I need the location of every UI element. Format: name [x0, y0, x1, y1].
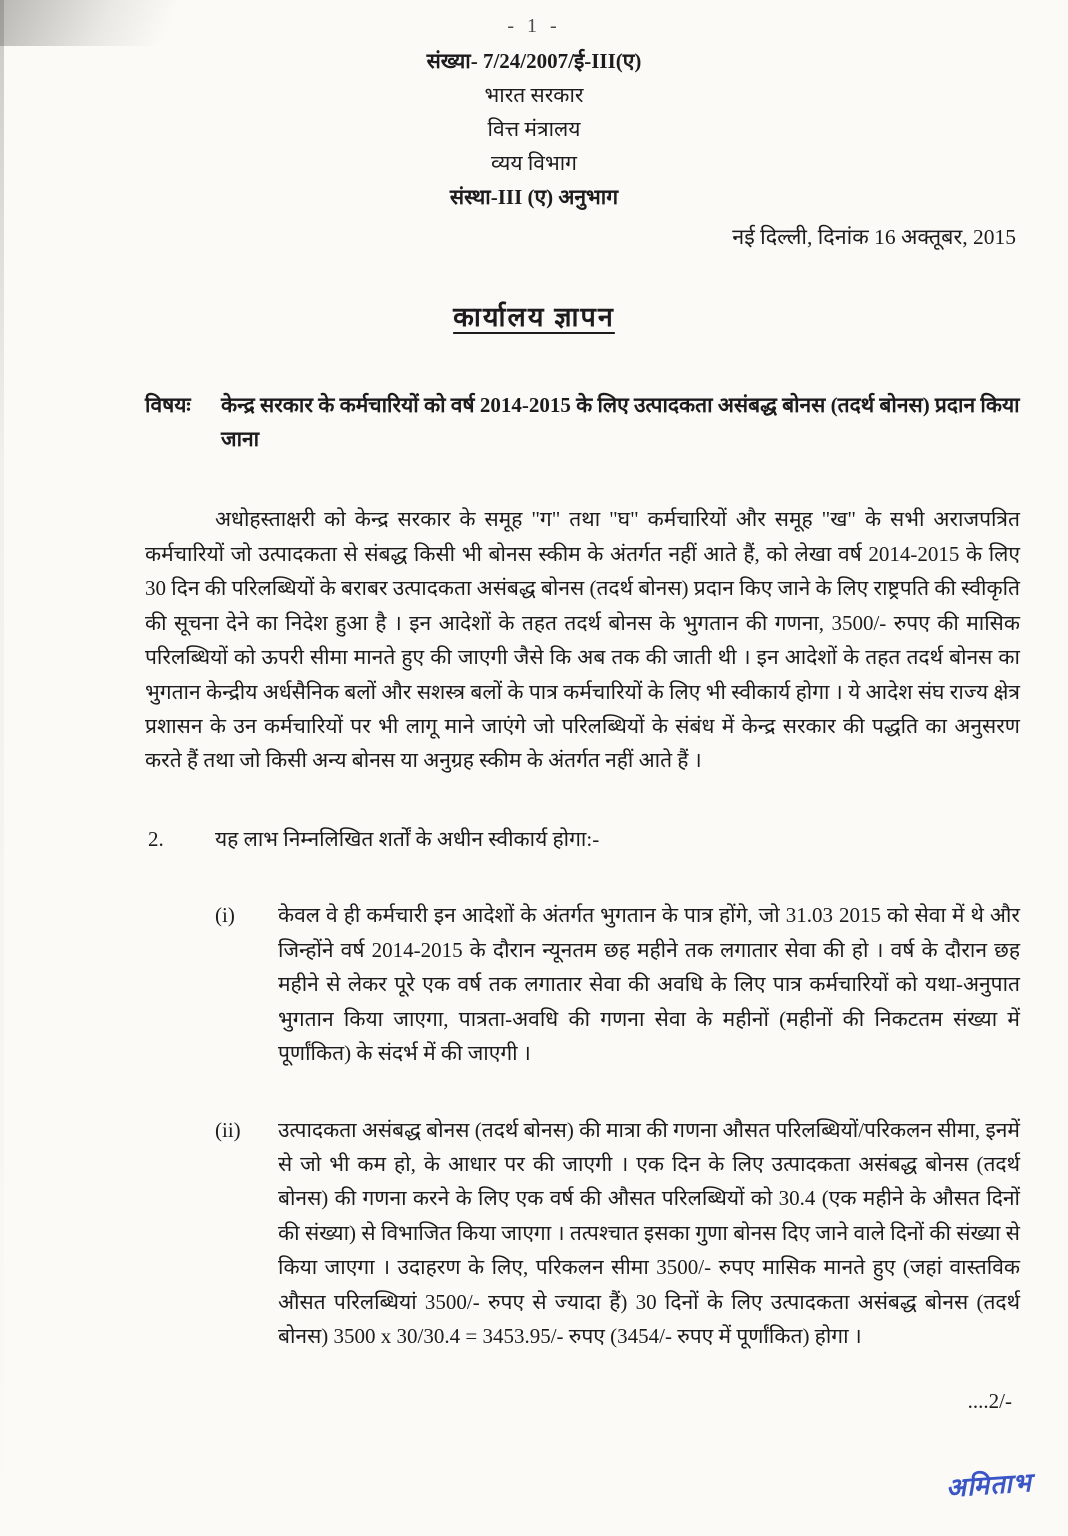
subject-text: केन्द्र सरकार के कर्मचारियों को वर्ष 2014-2015 के लिए उत्पादकता असंबद्ध बोनस (तदर्थ बोनस) प्रदान किया जाना [221, 392, 1020, 451]
sub-clause-ii-text: उत्पादकता असंबद्ध बोनस (तदर्थ बोनस) की मात्रा की गणना औसत परिलब्धियों/परिकलन सीमा, इनमें से जो भी कम हो, के आधार पर की जाएगी । एक दिन के लिए उत्पादकता असंबद्ध बोनस (तदर्थ बोनस) की गणना करने के लिए एक वर्ष की औसत परिलब्धियों को 30.4 (एक महीने के औसत दिनों की संख्या) से विभाजित किया जाएगा । तत्पश्चात इसका गुणा बोनस दिए जाने वाले दिनों की संख्या से किया जाएगा । उदाहरण के लिए, परिकलन सीमा 3500/- रुपए मासिक मानते हुए (जहां वास्तविक औसत परिलब्धियां 3500/- रुपए से ज्यादा हैं) 30 दिनों के लिए उत्पादकता असंबद्ध बोनस (तदर्थ बोनस) 3500 x 30/30.4 = 3453.95/- रुपए (3454/- रुपए में पूर्णांकित) होगा । [278, 1117, 1020, 1349]
letterhead [0, 44, 1068, 214]
sub-clause-i-text: केवल वे ही कर्मचारी इन आदेशों के अंतर्गत भुगतान के पात्र होंगे, जो 31.03 2015 को सेवा में थे और जिन्होंने वर्ष 2014-2015 के दौरान न्यूनतम छह महीने तक लगातार सेवा की हो । वर्ष के दौरान छह महीने से लेकर पूरे एक वर्ष तक लगातार सेवा की अवधि के लिए पात्र कर्मचारियों को यथा-अनुपात भुगतान किया जाएगा, पात्रता-अवधि की गणना सेवा के महीनों (महीनों की निकटतम संख्या में पूर्णांकित) के संदर्भ में की जाएगी । [278, 903, 1020, 1066]
section-line: संस्था-III (ए) अनुभाग [449, 185, 619, 209]
sub-clause-i [215, 898, 1020, 1070]
clause-2-number: 2. [148, 826, 164, 851]
page-number-top: - 1 - [507, 15, 561, 37]
sub-clause-ii-label: (ii) [215, 1117, 241, 1142]
sub-clause-i-label: (i) [215, 903, 235, 928]
org-line-department: व्यय विभाग [491, 151, 577, 175]
clause-2-text: यह लाभ निम्नलिखित शर्तों के अधीन स्वीकार्य होगा:- [215, 826, 600, 851]
clause-2 [148, 822, 1020, 856]
signature-handwritten: अमिताभ [945, 1468, 1033, 1504]
paragraph-1: अधोहस्ताक्षरी को केन्द्र सरकार के समूह "ग" तथा "घ" कर्मचारियों और समूह "ख" के सभी अराजपत्रित कर्मचारियों जो उत्पादकता से संबद्ध किसी भी बोनस स्कीम के अंतर्गत नहीं आते हैं, को लेखा वर्ष 2014-2015 के लिए 30 दिन की परिलब्धियों के बराबर उत्पादकता असंबद्ध बोनस (तदर्थ बोनस) प्रदान किए जाने के लिए राष्ट्रपति की स्वीकृति की सूचना देने का निदेश हुआ है । इन आदेशों के तहत तदर्थ बोनस के भुगतान की गणना, 3500/- रुपए की मासिक परिलब्धियों को ऊपरी सीमा मानते हुए की जाएगी जैसे कि अब तक की जाती थी । इन आदेशों के तहत तदर्थ बोनस का भुगतान केन्द्रीय अर्धसैनिक बलों और सशस्त्र बलों के पात्र कर्मचारियों के लिए भी स्वीकार्य होगा । ये आदेश संघ राज्य क्षेत्र प्रशासन के उन कर्मचारियों पर भी लागू माने जाएंगे जो परिलब्धियों के संबंध में केन्द्र सरकार की पद्धति का अनुसरण करते हैं तथा जो किसी अन्य बोनस या अनुग्रह स्कीम के अंतर्गत नहीं आते हैं । [145, 507, 1020, 773]
org-line-government: भारत सरकार [484, 83, 584, 107]
continuation-mark: ....2/- [967, 1388, 1012, 1413]
sub-clause-ii [215, 1113, 1020, 1354]
subject-label: विषयः [145, 392, 191, 417]
document-title: कार्यालय ज्ञापन [453, 302, 615, 333]
place-date-line: नई दिल्ली, दिनांक 16 अक्तूबर, 2015 [732, 225, 1016, 249]
subject-block [145, 388, 1020, 457]
org-line-ministry: वित्त मंत्रालय [487, 117, 581, 141]
reference-number: संख्या- 7/24/2007/ई-III(ए) [426, 49, 642, 73]
